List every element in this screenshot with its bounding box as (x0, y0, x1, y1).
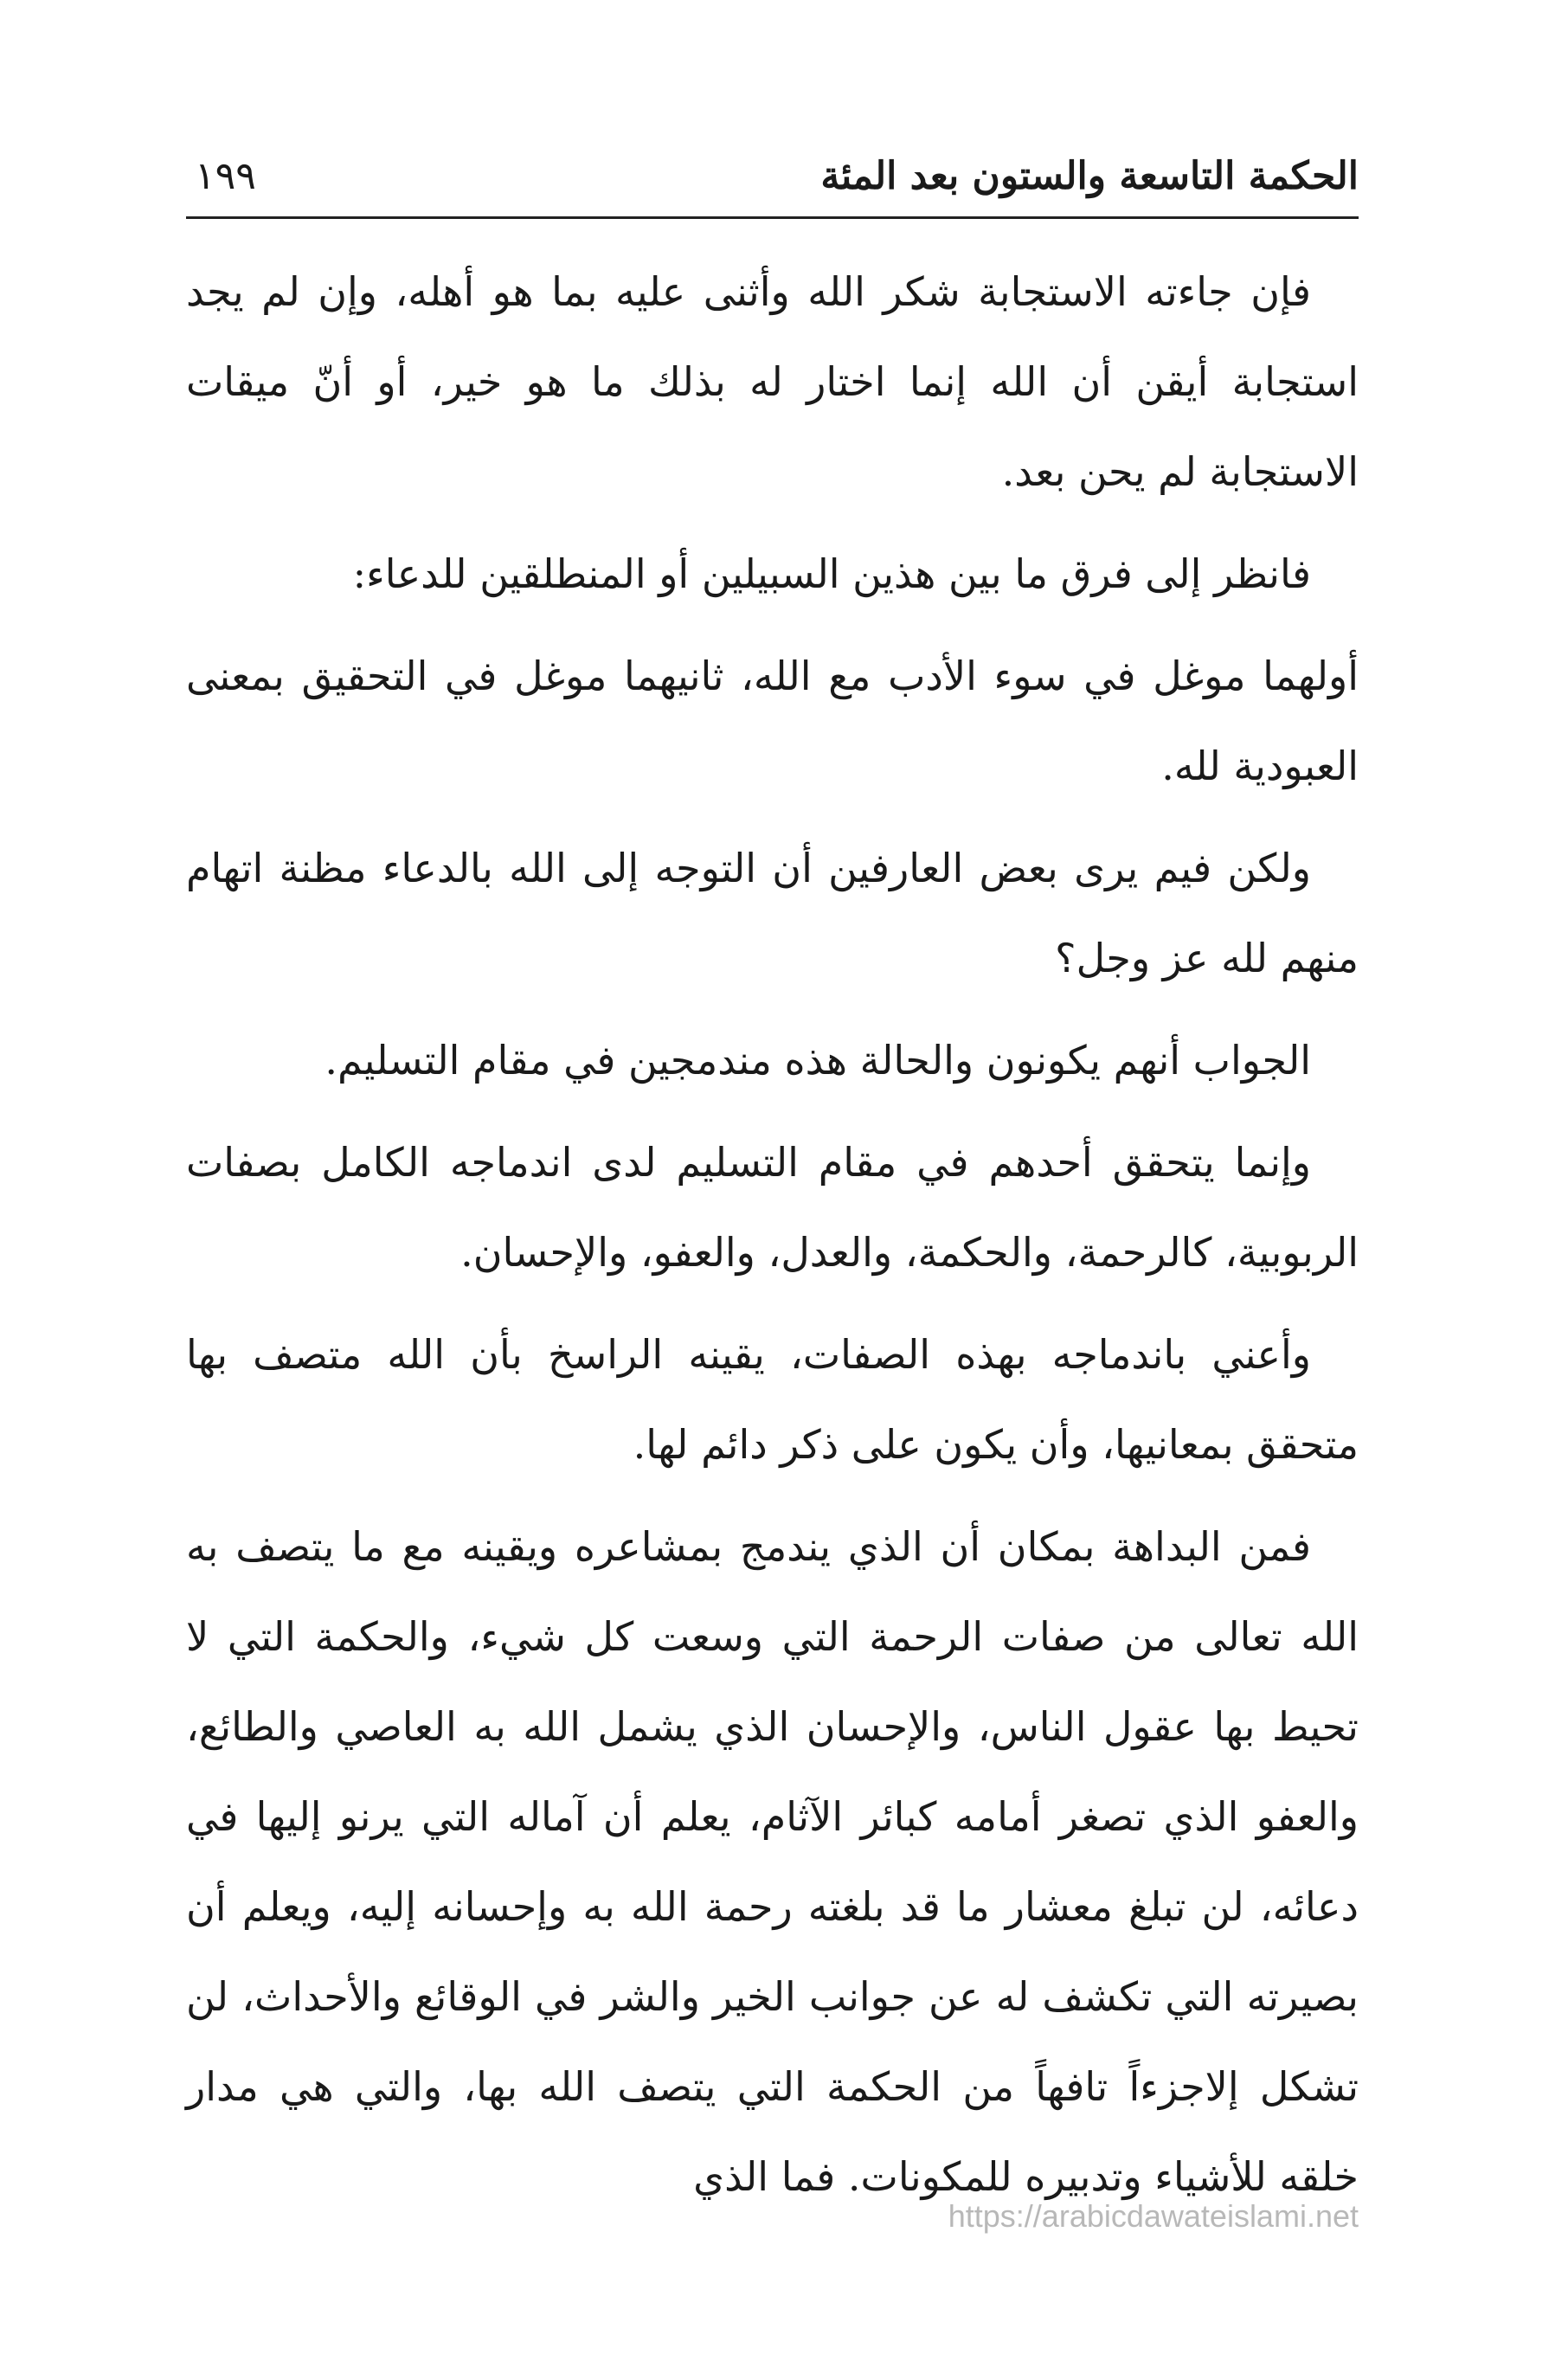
paragraph: أولهما موغل في سوء الأدب مع الله، ثانيهما موغل في التحقيق بمعنى العبودية لله. (186, 653, 1359, 789)
page-header (186, 147, 1359, 219)
paragraph: وأعني باندماجه بهذه الصفات، يقينه الراسخ بأن الله متصف بها متحقق بمعانيها، وأن يكون على ذكر دائم لها. (186, 1331, 1359, 1468)
chapter-title: الحكمة التاسعة والستون بعد المئة (820, 154, 1359, 198)
paragraph: فانظر إلى فرق ما بين هذين السبيلين أو المنطلقين للدعاء: (352, 550, 1311, 597)
watermark-url: https://arabicdawateislami.net (948, 2198, 1359, 2234)
paragraph: فإن جاءته الاستجابة شكر الله وأثنى عليه بما هو أهله، وإن لم يجد استجابة أيقن أن الله إنما اختار له بذلك ما هو خير، أو أنّ ميقات الاستجابة لم يحن بعد. (186, 268, 1359, 495)
page-number: ١٩٩ (195, 154, 256, 198)
paragraph: ولكن فيم يرى بعض العارفين أن التوجه إلى الله بالدعاء مظنة اتهام منهم لله عز وجل؟ (186, 845, 1359, 981)
paragraph: وإنما يتحقق أحدهم في مقام التسليم لدى اندماجه الكامل بصفات الربوبية، كالرحمة، والحكمة، والعدل، والعفو، والإحسان. (186, 1139, 1359, 1276)
page-body (186, 247, 1359, 2234)
paragraph: الجواب أنهم يكونون والحالة هذه مندمجين في مقام التسليم. (325, 1037, 1311, 1084)
paragraph: فمن البداهة بمكان أن الذي يندمج بمشاعره ويقينه مع ما يتصف به الله تعالى من صفات الرحمة التي وسعت كل شيء، والحكمة التي لا تحيط بها عقول الناس، والإحسان الذي يشمل الله به العاصي والطائع، والعفو الذي تصغر أمامه كبائر الآثام، يعلم أن آماله التي يرنو إليها في دعائه، لن تبلغ معشار ما قد بلغته رحمة الله به وإحسانه إليه، ويعلم أن بصيرته التي تكشف له عن جوانب الخير والشر في الوقائع والأحداث، لن تشكل إلاجزءاً تافهاً من الحكمة التي يتصف الله بها، والتي هي مدار خلقه للأشياء وتدبيره للمكونات. فما الذي (186, 1523, 1359, 2200)
